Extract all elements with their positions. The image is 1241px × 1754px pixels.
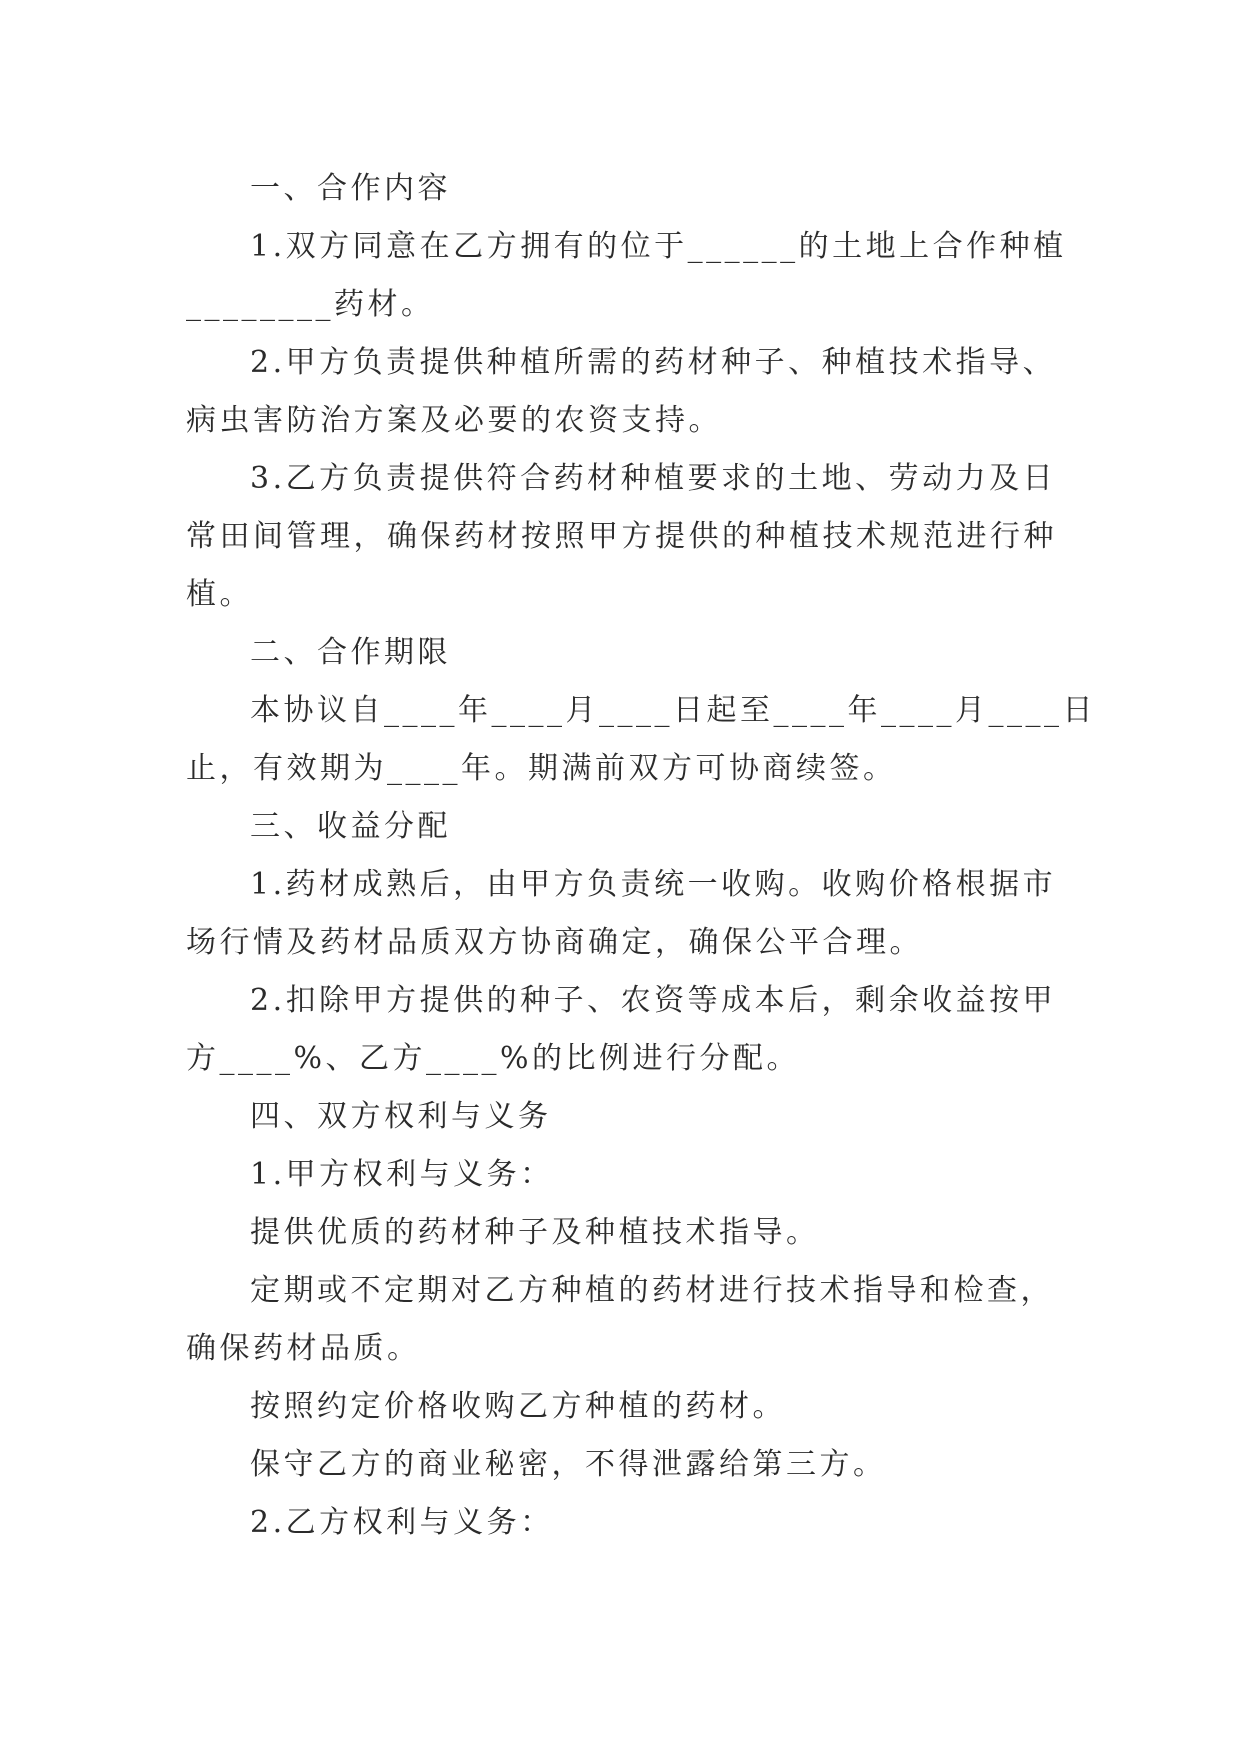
paragraph-line: 病虫害防治方案及必要的农资支持。 xyxy=(186,403,722,438)
paragraph-line: 本协议自____年____月____日起至____年____月____日 xyxy=(250,693,1096,728)
paragraph-line: 植。 xyxy=(186,577,253,612)
paragraph-line: ________药材。 xyxy=(186,287,435,322)
paragraph-line: 3.乙方负责提供符合药材种植要求的土地、劳动力及日 xyxy=(250,461,1057,496)
subheading-party-b: 2.乙方权利与义务： xyxy=(250,1505,554,1540)
document-body xyxy=(186,160,1096,1552)
section-heading-cooperation-content: 一、合作内容 xyxy=(250,171,451,206)
paragraph-line: 1.药材成熟后，由甲方负责统一收购。收购价格根据市 xyxy=(250,867,1057,902)
paragraph-line: 场行情及药材品质双方协商确定，确保公平合理。 xyxy=(186,925,923,960)
paragraph-line: 定期或不定期对乙方种植的药材进行技术指导和检查， xyxy=(250,1273,1054,1308)
paragraph-line: 常田间管理，确保药材按照甲方提供的种植技术规范进行种 xyxy=(186,519,1057,554)
paragraph-line: 确保药材品质。 xyxy=(186,1331,421,1366)
section-heading-rights-obligations: 四、双方权利与义务 xyxy=(250,1099,552,1134)
paragraph-line: 2.甲方负责提供种植所需的药材种子、种植技术指导、 xyxy=(250,345,1057,380)
paragraph-line: 止，有效期为____年。期满前双方可协商续签。 xyxy=(186,751,897,786)
paragraph-line: 保守乙方的商业秘密，不得泄露给第三方。 xyxy=(250,1447,887,1482)
section-heading-profit-distribution: 三、收益分配 xyxy=(250,809,451,844)
paragraph-line: 按照约定价格收购乙方种植的药材。 xyxy=(250,1389,786,1424)
paragraph-line: 2.扣除甲方提供的种子、农资等成本后，剩余收益按甲 xyxy=(250,983,1057,1018)
section-heading-cooperation-term: 二、合作期限 xyxy=(250,635,451,670)
paragraph-line: 1.双方同意在乙方拥有的位于______的土地上合作种植 xyxy=(250,229,1067,264)
paragraph-line: 方____%、乙方____%的比例进行分配。 xyxy=(186,1041,801,1076)
paragraph-line: 提供优质的药材种子及种植技术指导。 xyxy=(250,1215,820,1250)
subheading-party-a: 1.甲方权利与义务： xyxy=(250,1157,554,1192)
